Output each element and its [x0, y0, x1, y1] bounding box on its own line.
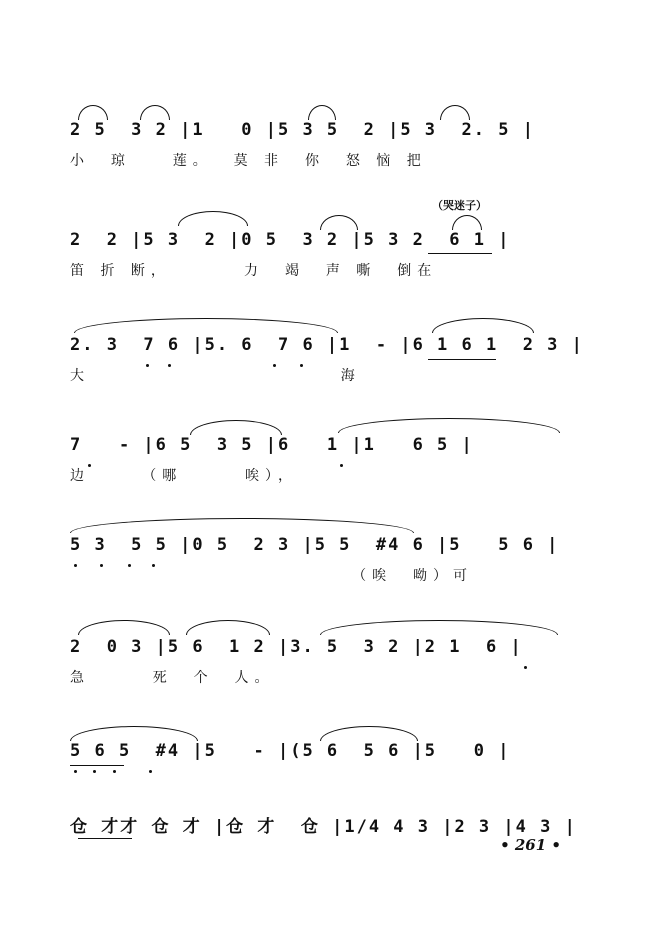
slur-mark [140, 105, 170, 120]
score-line-3 [0, 330, 655, 420]
notation-line-8: 仓 才才 仓 才 |仓 才 仓 |1/4 4 3 |2 3 |4 3 | [70, 817, 577, 837]
octave-dot [524, 666, 527, 669]
octave-dot [152, 564, 155, 567]
slur-mark [440, 105, 470, 120]
beam-underline [78, 838, 132, 839]
slur-mark [178, 211, 248, 226]
octave-dot [340, 464, 343, 467]
slur-mark [70, 726, 198, 741]
slur-mark [74, 318, 338, 333]
slur-mark [338, 418, 560, 433]
slur-mark [78, 620, 170, 635]
notation-line-6: 2 0 3 |5 6 1 2 |3. 5 3 2 |2 1 6 | [70, 637, 523, 657]
slur-mark [320, 620, 558, 635]
score-line-2 [0, 199, 655, 315]
slur-mark [190, 420, 282, 435]
octave-dot [74, 564, 77, 567]
slur-mark [308, 105, 336, 120]
slur-mark [320, 215, 358, 230]
octave-dot [128, 564, 131, 567]
score-line-4 [0, 430, 655, 520]
notation-line-3: 2. 3 7 6 |5. 6 7 6 |1 - |6 1 6 1 2 3 | [70, 335, 584, 355]
notation-line-2: 2 2 |5 3 2 |0 5 3 2 |5 3 2 6 1 | [70, 230, 511, 250]
notation-line-5: 5 3 5 5 |0 5 2 3 |5 5 #4 6 |5 5 6 | [70, 535, 560, 555]
octave-dot [168, 364, 171, 367]
page-number: • 261 • [500, 836, 561, 854]
score-line-8 [0, 812, 655, 902]
tune-name: （哭迷子） [432, 199, 487, 212]
notation-line-7: 5 6 5 #4 |5 - |(5 6 5 6 |5 0 | [70, 741, 511, 761]
slur-mark [78, 105, 108, 120]
lyrics-line-1: 小 琼 莲。 莫 非 你 怒 恼 把 [70, 153, 427, 169]
lyrics-line-6: 急 死 个 人。 [70, 670, 275, 686]
octave-dot [74, 770, 77, 773]
slur-mark [186, 620, 270, 635]
beam-underline [428, 253, 492, 254]
octave-dot [113, 770, 116, 773]
notation-line-1: 2 5 3 2 |1 0 |5 3 5 2 |5 3 2. 5 | [70, 120, 535, 140]
lyrics-line-3: 大 海 [70, 368, 361, 384]
octave-dot [149, 770, 152, 773]
slur-mark [320, 726, 418, 741]
octave-dot [146, 364, 149, 367]
beam-underline [428, 359, 496, 360]
octave-dot [88, 464, 91, 467]
lyrics-line-2: 笛 折 断， 力 竭 声 嘶 倒在 [70, 263, 438, 279]
notation-line-4: 7 - |6 5 3 5 |6 1 |1 6 5 | [70, 435, 474, 455]
octave-dot [93, 770, 96, 773]
slur-mark [432, 318, 534, 333]
slur-mark [70, 518, 414, 533]
octave-dot [273, 364, 276, 367]
score-line-1 [0, 115, 655, 205]
octave-dot [300, 364, 303, 367]
octave-dot [100, 564, 103, 567]
score-line-6 [0, 632, 655, 722]
lyrics-line-5: （唉 呦）可 [70, 568, 474, 584]
beam-underline [70, 765, 124, 766]
lyrics-line-4: 边 （哪 唉）， [70, 468, 298, 484]
score-line-5 [0, 530, 655, 620]
slur-mark [452, 215, 482, 230]
